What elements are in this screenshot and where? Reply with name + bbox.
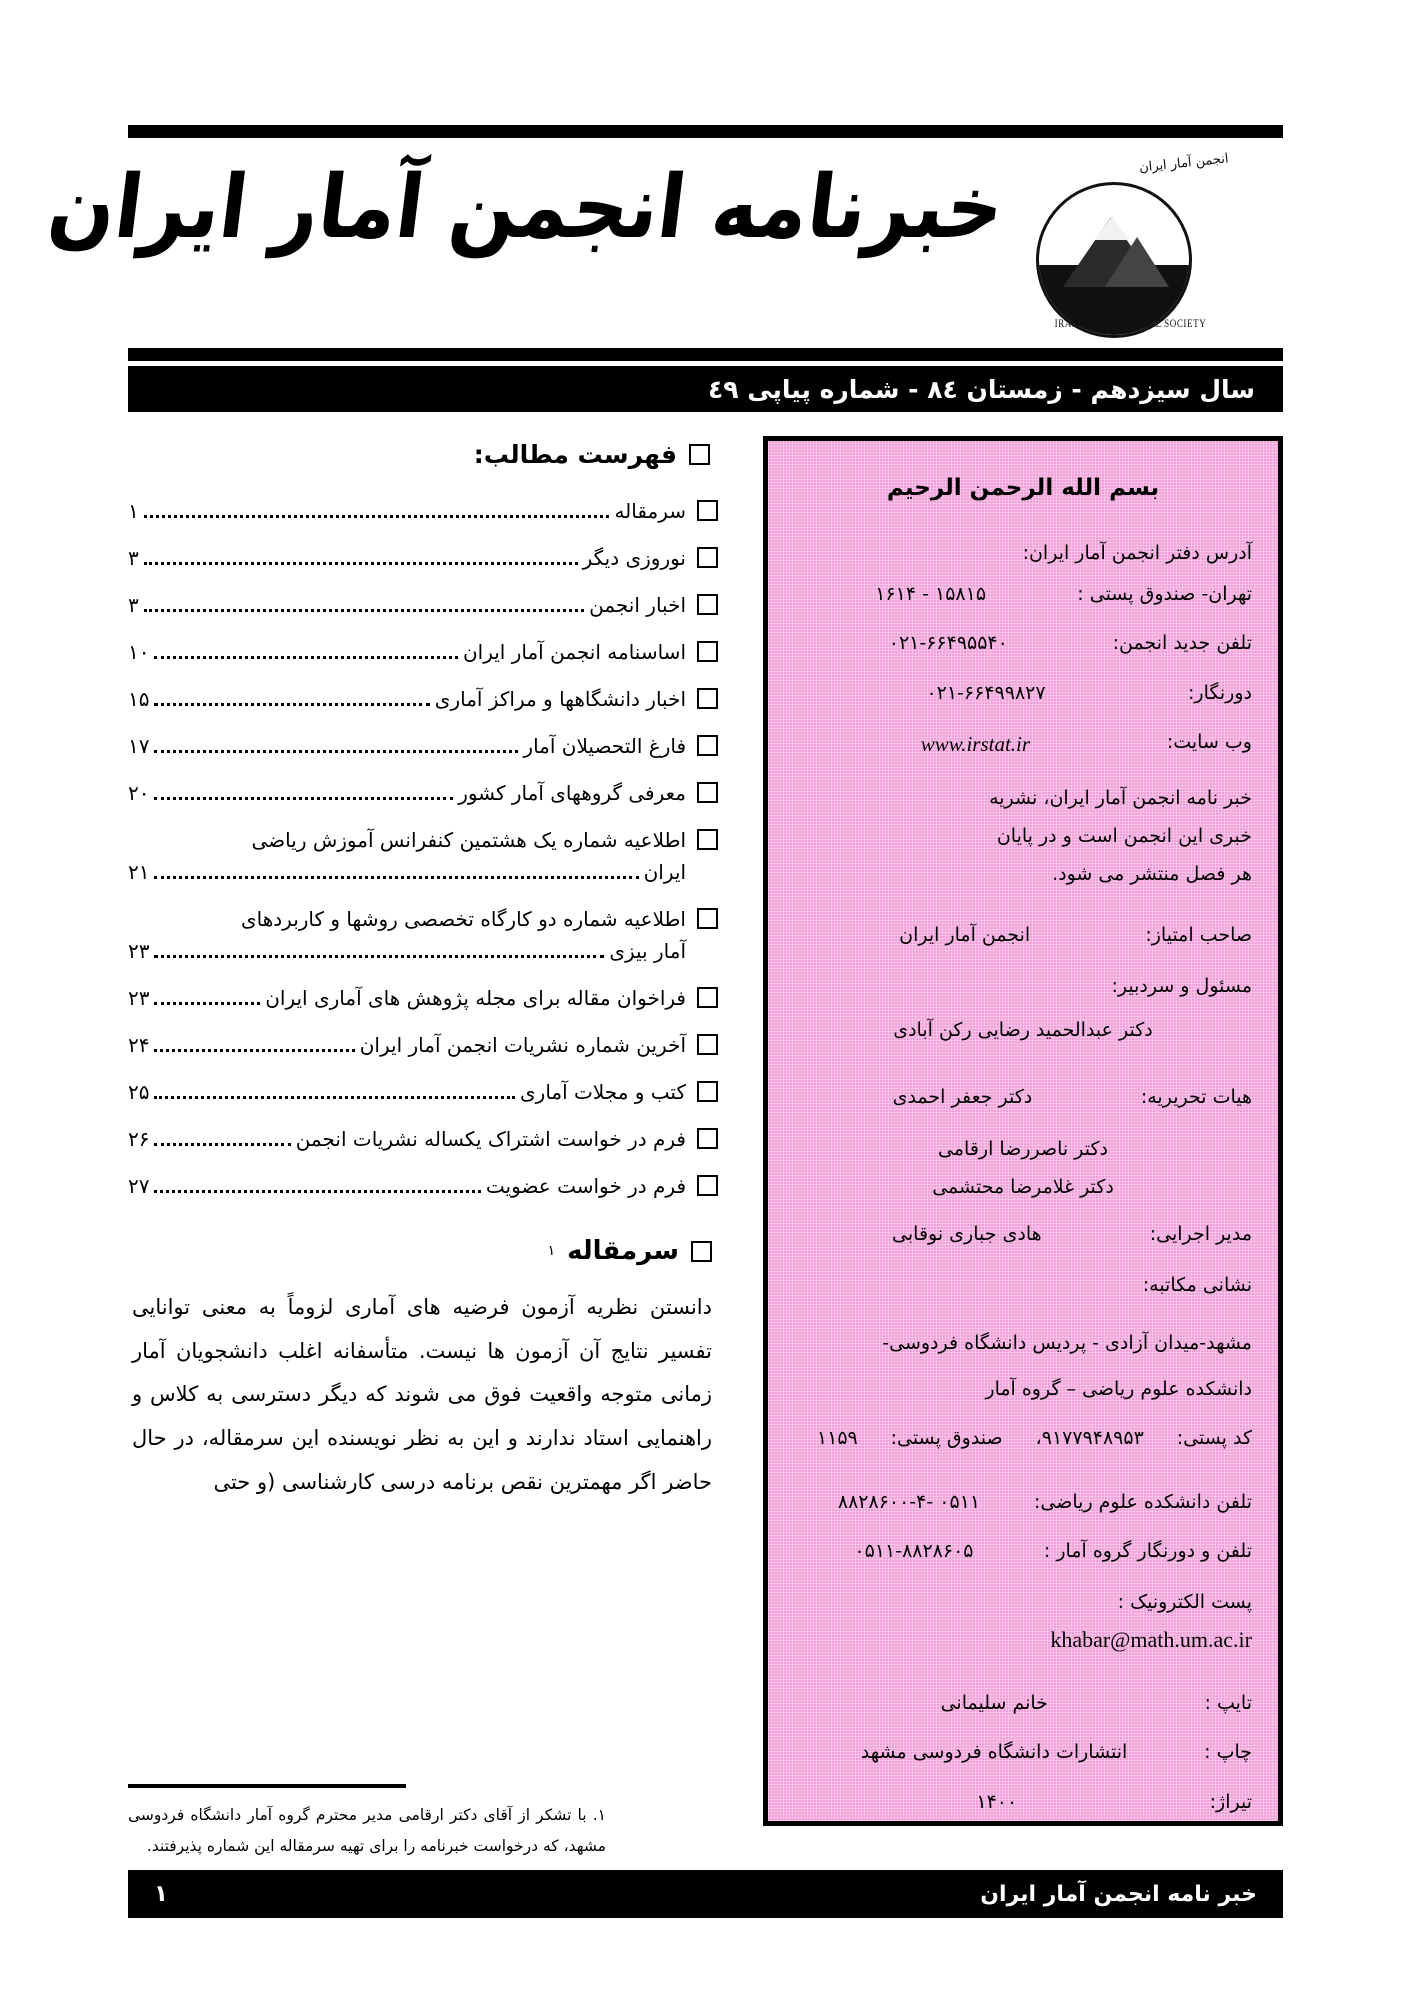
toc-leader-dots xyxy=(154,1096,515,1099)
toc-item-label: معرفی گروههای آمار کشور xyxy=(458,781,686,805)
info-row-print xyxy=(794,1736,1252,1769)
article-body: دانستن نظریه آزمون فرضیه های آماری لزوماً به معنی توانایی تفسیر نتایج آن آزمون ها نیست. متأسفانه اغلب دانشجویان آمار زمانی متوجه واقعیت فوق می شوند که دیگر دسترسی به کلاس و راهنمایی استاد ندارند و این به نظر نویسنده این سرمقاله، در حال حاضر اگر مهمترین نقص برنامه درسی کارشناسی (و حتی xyxy=(132,1295,712,1494)
masthead-nameplate xyxy=(42,150,1010,267)
logo-peak-secondary-shape xyxy=(1105,237,1169,287)
info-label: دورنگار: xyxy=(1188,681,1252,704)
masthead-top-rule xyxy=(128,125,1283,138)
board-member: دکتر غلامرضا محتشمی xyxy=(932,1176,1114,1199)
info-row-website xyxy=(794,726,1252,763)
article-title-label: سرمقاله xyxy=(567,1236,679,1266)
toc-item[interactable] xyxy=(128,1170,718,1202)
logo-snow-shape xyxy=(1095,216,1129,240)
phone-math-label: تلفن دانشکده علوم ریاضی: xyxy=(1034,1490,1252,1513)
toc-list xyxy=(128,495,718,1202)
issue-bar-text: سال سیزدهم - زمستان ٨٤ - شماره پیاپی ٤٩ xyxy=(707,374,1255,404)
toc-item-page: ۲۵ xyxy=(128,1080,150,1104)
footer-title: خبر نامه انجمن آمار ایران xyxy=(980,1881,1257,1907)
issue-bar xyxy=(128,366,1283,412)
toc-item-page: ۳ xyxy=(128,546,139,570)
board-member: دکتر جعفر احمدی xyxy=(892,1085,1033,1108)
square-bullet-icon xyxy=(691,1241,712,1262)
logo-mountain-emblem-icon xyxy=(1036,182,1192,338)
toc-leader-dots xyxy=(154,703,429,706)
toc-item[interactable] xyxy=(128,683,718,715)
basmala-text: بسم الله الرحمن الرحیم xyxy=(886,475,1160,501)
info-row-exec xyxy=(794,1218,1252,1251)
toc-item-label: اساسنامه انجمن آمار ایران xyxy=(462,640,686,664)
typist-label: تایپ : xyxy=(1204,1692,1252,1715)
info-value: ۰۲۱-۶۶۴۹۹۸۲۷ xyxy=(926,681,1046,704)
square-bullet-icon xyxy=(697,1034,718,1055)
toc-item-label: سرمقاله xyxy=(614,499,686,523)
toc-item[interactable] xyxy=(128,824,718,888)
info-row-stat-phone xyxy=(794,1535,1252,1568)
exec-value: هادی جباری نوقابی xyxy=(892,1223,1042,1246)
toc-item-page: ۳ xyxy=(128,593,139,617)
toc-item-page: ۲۰ xyxy=(128,781,150,805)
toc-item[interactable] xyxy=(128,903,718,967)
toc-item-page: ۲۷ xyxy=(128,1174,150,1198)
toc-item-page: ۲۱ xyxy=(128,860,150,884)
square-bullet-icon xyxy=(697,735,718,756)
article-footnote-marker: ۱ xyxy=(547,1243,556,1259)
toc-leader-dots xyxy=(154,656,457,659)
toc-leader-dots xyxy=(154,797,453,800)
owner-value: انجمن آمار ایران xyxy=(899,923,1031,946)
print-label: چاپ : xyxy=(1204,1741,1252,1764)
board-member: دکتر ناصررضا ارقامی xyxy=(938,1138,1108,1161)
info-row-postal-code xyxy=(794,1422,1252,1455)
circulation-label: تیراژ: xyxy=(1209,1790,1252,1813)
toc-item-page: ۲۳ xyxy=(128,939,150,963)
page-footer xyxy=(128,1870,1283,1918)
toc-item-label: فراخوان مقاله برای مجله پژوهش های آماری ایران xyxy=(265,986,686,1010)
toc-and-article-column xyxy=(128,432,718,1855)
board-label: هیات تحریریه: xyxy=(1140,1085,1252,1108)
toc-leader-dots xyxy=(154,1143,290,1146)
toc-item-page: ۱۵ xyxy=(128,687,150,711)
pobox-label: صندوق پستی: xyxy=(890,1427,1003,1450)
correspondence-line: مشهد-میدان آزادی - پردیس دانشگاه فردوسی- xyxy=(882,1332,1252,1355)
phone-stat-value: ۰۵۱۱-۸۸۲۸۶۰۵ xyxy=(854,1539,974,1562)
exec-label: مدیر اجرایی: xyxy=(1149,1223,1252,1246)
info-row-circulation xyxy=(794,1786,1252,1819)
square-bullet-icon xyxy=(697,641,718,662)
toc-item[interactable] xyxy=(128,542,718,574)
toc-item-label: اطلاعیه شماره یک هشتمین کنفرانس آموزش ریاضی xyxy=(251,828,686,852)
toc-leader-dots xyxy=(144,609,584,612)
square-bullet-icon xyxy=(697,829,718,850)
info-value: ۰۲۱-۶۶۴۹۵۵۴۰ xyxy=(888,632,1008,655)
owner-label: صاحب امتیاز: xyxy=(1145,923,1252,946)
editor-label: مسئول و سردبیر: xyxy=(1111,974,1252,997)
website-url[interactable]: www.irstat.ir xyxy=(920,731,1031,756)
square-bullet-icon xyxy=(697,547,718,568)
article-title xyxy=(128,1236,712,1266)
footnote-text: ۱. با تشکر از آقای دکتر ارقامی مدیر محترم گروه آمار دانشگاه فردوسی مشهد، که درخواست خبرنامه را برای تهیه سرمقاله این شماره پذیرفتند. xyxy=(128,1806,606,1855)
print-value: انتشارات دانشگاه فردوسی مشهد xyxy=(860,1741,1128,1764)
info-row-board xyxy=(794,1081,1252,1114)
toc-item[interactable] xyxy=(128,495,718,527)
postal-label: کد پستی: xyxy=(1176,1427,1252,1450)
toc-leader-dots xyxy=(154,876,638,879)
toc-leader-dots xyxy=(154,1049,354,1052)
info-row-owner xyxy=(794,919,1252,952)
logo-persian-text: انجمن آمار ایران xyxy=(1138,151,1230,176)
correspondence-line: دانشکده علوم ریاضی – گروه آمار xyxy=(985,1378,1252,1401)
toc-item-page: ۲۶ xyxy=(128,1127,150,1151)
masthead xyxy=(42,140,1283,345)
description-line: خبر نامه انجمن آمار ایران، نشریه xyxy=(989,786,1252,809)
toc-heading xyxy=(128,440,710,469)
toc-item-label: فارغ التحصیلان آمار xyxy=(523,734,686,758)
toc-item-label-cont: آمار بیزی xyxy=(609,939,686,963)
info-row-fax xyxy=(794,677,1252,710)
toc-item[interactable] xyxy=(128,1029,718,1061)
info-row-typist xyxy=(794,1687,1252,1720)
description-line: هر فصل منتشر می شود. xyxy=(1052,862,1252,885)
square-bullet-icon xyxy=(697,1081,718,1102)
toc-leader-dots xyxy=(154,750,518,753)
description-line: خبری این انجمن است و در پایان xyxy=(996,824,1252,847)
toc-leader-dots xyxy=(154,1190,480,1193)
toc-item-label: آخرین شماره نشریات انجمن آمار ایران xyxy=(359,1033,686,1057)
info-row-postal-tehran xyxy=(794,578,1252,611)
square-bullet-icon xyxy=(697,1128,718,1149)
toc-item-label: اخبار دانشگاهها و مراکز آماری xyxy=(434,687,686,711)
masthead-bottom-rule xyxy=(128,348,1283,361)
phone-stat-label: تلفن و دورنگار گروه آمار : xyxy=(1043,1539,1252,1562)
toc-item[interactable] xyxy=(128,777,718,809)
toc-item-label-cont: ایران xyxy=(643,860,686,884)
square-bullet-icon xyxy=(697,688,718,709)
phone-math-value: ۰۵۱۱ -۸۸۲۸۶۰۰-۴ xyxy=(837,1490,981,1513)
info-label: وب سایت: xyxy=(1166,730,1252,753)
info-label: تلفن جدید انجمن: xyxy=(1112,632,1252,655)
email-label: پست الکترونیک : xyxy=(1117,1591,1252,1614)
square-bullet-icon xyxy=(697,594,718,615)
masthead-info-box xyxy=(763,436,1283,1826)
info-row-phone xyxy=(794,627,1252,660)
square-bullet-icon xyxy=(697,500,718,521)
postal-value: ۹۱۷۷۹۴۸۹۵۳، xyxy=(1035,1427,1144,1450)
square-bullet-icon xyxy=(697,782,718,803)
toc-item-label: اطلاعیه شماره دو کارگاه تخصصی روشها و کاربردهای xyxy=(240,907,686,931)
toc-item-page: ۱۷ xyxy=(128,734,150,758)
toc-item-page: ۲۳ xyxy=(128,986,150,1010)
toc-item-page: ۱۰ xyxy=(128,640,150,664)
square-bullet-icon xyxy=(697,1175,718,1196)
toc-item-label: اخبار انجمن xyxy=(589,593,686,617)
toc-item[interactable] xyxy=(128,1076,718,1108)
toc-leader-dots xyxy=(154,955,604,958)
toc-leader-dots xyxy=(144,515,610,518)
toc-item[interactable] xyxy=(128,982,718,1014)
toc-item[interactable] xyxy=(128,730,718,762)
address-heading: آدرس دفتر انجمن آمار ایران: xyxy=(1022,542,1252,564)
logo-ring-text: IRANIAN STATISTICAL SOCIETY xyxy=(1054,316,1207,330)
footnote-rule xyxy=(128,1784,406,1788)
info-row-math-phone xyxy=(794,1486,1252,1519)
editor-value: دکتر عبدالحمید رضایی رکن آبادی xyxy=(893,1018,1153,1041)
typist-value: خانم سلیمانی xyxy=(940,1692,1048,1715)
square-bullet-icon xyxy=(697,987,718,1008)
info-label: تهران- صندوق پستی : xyxy=(1077,583,1252,606)
toc-item-label: فرم در خواست عضویت xyxy=(485,1174,686,1198)
publication-description xyxy=(794,779,1252,893)
toc-item[interactable] xyxy=(128,636,718,668)
society-logo xyxy=(1018,151,1243,332)
email-value[interactable]: khabar@math.um.ac.ir xyxy=(1050,1627,1252,1653)
masthead-title: خبرنامه انجمن آمار ایران xyxy=(42,157,1010,259)
toc-heading-label: فهرست مطالب: xyxy=(473,440,677,469)
correspondence-label: نشانی مکاتبه: xyxy=(1142,1274,1252,1297)
content-columns xyxy=(128,432,1283,1855)
footer-page-number: ۱ xyxy=(154,1881,169,1907)
toc-item-label: فرم در خواست اشتراک یکساله نشریات انجمن xyxy=(295,1127,686,1151)
toc-item-label: کتب و مجلات آماری xyxy=(520,1080,686,1104)
toc-leader-dots xyxy=(154,1002,260,1005)
toc-item-label: نوروزی دیگر xyxy=(582,546,686,570)
toc-item[interactable] xyxy=(128,589,718,621)
toc-leader-dots xyxy=(144,562,578,565)
square-bullet-icon xyxy=(697,908,718,929)
pobox-value: ۱۱۵۹ xyxy=(816,1427,858,1450)
square-bullet-icon xyxy=(689,444,710,465)
toc-item-page: ۱ xyxy=(128,499,139,523)
circulation-value: ۱۴۰۰ xyxy=(976,1790,1018,1813)
toc-item[interactable] xyxy=(128,1123,718,1155)
info-value: ۱۵۸۱۵ - ۱۶۱۴ xyxy=(875,583,987,606)
toc-item-page: ۲۴ xyxy=(128,1033,150,1057)
